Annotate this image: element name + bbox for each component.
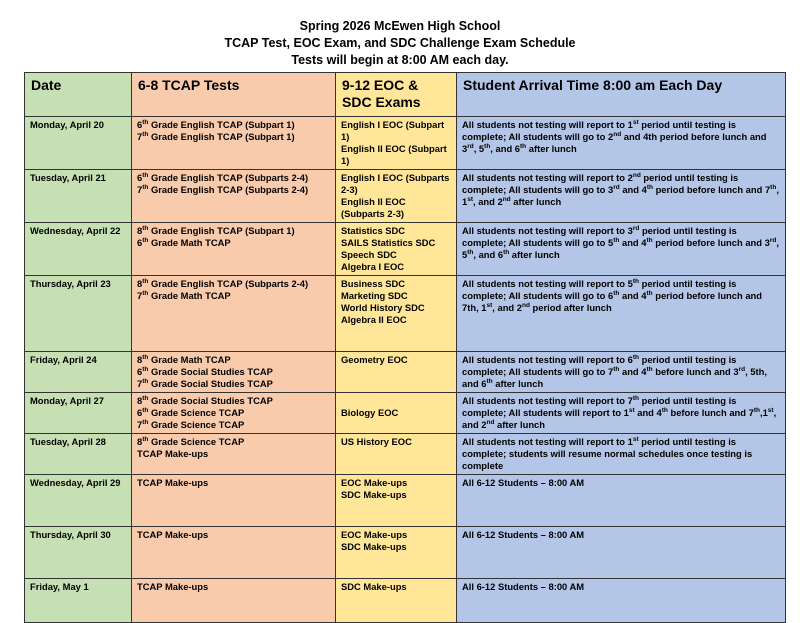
eoc-exam-item: Statistics SDC	[341, 225, 406, 236]
eoc-exam-item: English II EOC (Subpart 1)	[341, 143, 447, 166]
eoc-exam-item: Business SDC	[341, 278, 406, 289]
header-row	[25, 73, 786, 117]
arrival-instructions-cell: All 6-12 Students – 8:00 AM	[457, 527, 786, 579]
column-header-tcap: 6-8 TCAP Tests	[132, 73, 336, 117]
column-header-eoc: 9-12 EOC & SDC Exams	[336, 73, 457, 117]
tcap-cell	[132, 527, 336, 579]
eoc-exam-item: SDC Make-ups	[341, 541, 407, 552]
schedule-row	[25, 475, 786, 527]
eoc-exam-item: SAILS Statistics SDC	[341, 237, 436, 248]
date-cell: Friday, May 1	[25, 579, 132, 623]
eoc-cell	[336, 393, 457, 434]
eoc-exam-item: English I EOC (Subparts 2-3)	[341, 172, 450, 195]
schedule-row	[25, 579, 786, 623]
arrival-instructions-cell: All students not testing will report to 1st period until testing is complete; All students will go to 2nd and 4th period before lunch and 3rd, 5th, and 6th after lunch	[457, 117, 786, 170]
eoc-exam-item: Speech SDC	[341, 249, 397, 260]
eoc-cell	[336, 117, 457, 170]
tcap-test-item: 8th Grade Social Studies TCAP	[137, 394, 273, 406]
tcap-test-item: TCAP Make-ups	[137, 581, 209, 592]
eoc-exam-item: Algebra II EOC	[341, 314, 407, 325]
column-header-arrival: Student Arrival Time 8:00 am Each Day	[457, 73, 786, 117]
tcap-cell	[132, 579, 336, 623]
tcap-cell	[132, 223, 336, 276]
tcap-test-item: TCAP Make-ups	[137, 448, 209, 459]
tcap-test-item: 6th Grade Social Studies TCAP	[137, 365, 273, 377]
arrival-instructions-cell: All students not testing will report to 3rd period until testing is complete; All students will go to 5th and 4th period before lunch and 3rd, 5th, and 6th after lunch	[457, 223, 786, 276]
schedule-row	[25, 276, 786, 352]
tcap-test-item: 7th Grade English TCAP (Subpart 1)	[137, 130, 295, 142]
schedule-row	[25, 393, 786, 434]
tcap-test-item: 8th Grade English TCAP (Subparts 2-4)	[137, 277, 309, 289]
arrival-instructions-cell: All students not testing will report to 6th period until testing is complete; All students will go to 7th and 4th before lunch and 3rd, 5th, and 6th after lunch	[457, 352, 786, 393]
document-title	[0, 18, 800, 69]
date-cell: Monday, April 27	[25, 393, 132, 434]
eoc-exam-item: EOC Make-ups	[341, 477, 408, 488]
tcap-cell	[132, 434, 336, 475]
tcap-cell	[132, 170, 336, 223]
eoc-exam-item: SDC Make-ups	[341, 581, 407, 592]
date-cell: Wednesday, April 22	[25, 223, 132, 276]
eoc-exam-item: English II EOC (Subparts 2-3)	[341, 196, 406, 219]
arrival-instructions-cell: All students not testing will report to 7th period until testing is complete; All students will report to 1st and 4th before lunch and 7th,1st, and 2nd after lunch	[457, 393, 786, 434]
tcap-test-item: 8th Grade English TCAP (Subpart 1)	[137, 224, 295, 236]
tcap-test-item: 6th Grade English TCAP (Subparts 2-4)	[137, 171, 309, 183]
tcap-test-item: 6th Grade English TCAP (Subpart 1)	[137, 118, 295, 130]
eoc-exam-item: EOC Make-ups	[341, 529, 408, 540]
title-line-schedule: TCAP Test, EOC Exam, and SDC Challenge Exam Schedule	[224, 36, 576, 50]
tcap-cell	[132, 475, 336, 527]
eoc-exam-item: Algebra I EOC	[341, 261, 405, 272]
schedule-row	[25, 527, 786, 579]
eoc-exam-item: SDC Make-ups	[341, 489, 407, 500]
tcap-test-item: 7th Grade Math TCAP	[137, 289, 231, 301]
arrival-instructions-cell: All 6-12 Students – 8:00 AM	[457, 475, 786, 527]
tcap-test-item: 8th Grade Science TCAP	[137, 435, 245, 447]
date-cell: Monday, April 20	[25, 117, 132, 170]
arrival-instructions-cell: All students not testing will report to 2nd period until testing is complete; All students will go to 3rd and 4th period before lunch and 7th, 1st, and 2nd after lunch	[457, 170, 786, 223]
arrival-instructions-cell: All students not testing will report to 5th period until testing is complete; All students will go to 6th and 4th period before lunch and 7th, 1st, and 2nd period after lunch	[457, 276, 786, 352]
schedule-row	[25, 352, 786, 393]
eoc-cell	[336, 276, 457, 352]
schedule-row	[25, 434, 786, 475]
tcap-cell	[132, 117, 336, 170]
eoc-exam-item: US History EOC	[341, 436, 412, 447]
eoc-exam-item: Geometry EOC	[341, 354, 408, 365]
date-cell: Tuesday, April 21	[25, 170, 132, 223]
eoc-exam-item: World History SDC	[341, 302, 425, 313]
eoc-cell	[336, 170, 457, 223]
schedule-row	[25, 117, 786, 170]
arrival-instructions-cell: All 6-12 Students – 8:00 AM	[457, 579, 786, 623]
title-line-school: Spring 2026 McEwen High School	[299, 19, 501, 33]
arrival-instructions-cell: All students not testing will report to 1st period until testing is complete; students will resume normal schedules once testing is complete	[457, 434, 786, 475]
eoc-exam-item: Marketing SDC	[341, 290, 408, 301]
exam-schedule-table	[24, 72, 786, 623]
tcap-test-item: 7th Grade English TCAP (Subparts 2-4)	[137, 183, 309, 195]
column-header-date: Date	[25, 73, 132, 117]
eoc-exam-item: English I EOC (Subpart 1)	[341, 119, 445, 142]
eoc-cell	[336, 579, 457, 623]
tcap-test-item: 6th Grade Science TCAP	[137, 406, 245, 418]
date-cell: Thursday, April 23	[25, 276, 132, 352]
title-line-start-time: Tests will begin at 8:00 AM each day.	[291, 53, 509, 67]
tcap-test-item: 6th Grade Math TCAP	[137, 236, 231, 248]
tcap-test-item: TCAP Make-ups	[137, 477, 209, 488]
tcap-test-item: TCAP Make-ups	[137, 529, 209, 540]
tcap-cell	[132, 352, 336, 393]
eoc-cell	[336, 475, 457, 527]
eoc-cell	[336, 434, 457, 475]
tcap-cell	[132, 393, 336, 434]
date-cell: Friday, April 24	[25, 352, 132, 393]
tcap-cell	[132, 276, 336, 352]
date-cell: Thursday, April 30	[25, 527, 132, 579]
tcap-test-item: 7th Grade Social Studies TCAP	[137, 377, 273, 389]
date-cell: Tuesday, April 28	[25, 434, 132, 475]
tcap-test-item: 7th Grade Science TCAP	[137, 418, 245, 430]
eoc-cell	[336, 223, 457, 276]
schedule-row	[25, 223, 786, 276]
eoc-cell	[336, 527, 457, 579]
schedule-row	[25, 170, 786, 223]
eoc-exam-item: Biology EOC	[341, 407, 399, 418]
eoc-cell	[336, 352, 457, 393]
tcap-test-item: 8th Grade Math TCAP	[137, 353, 231, 365]
eoc-exam-item	[341, 395, 451, 407]
date-cell: Wednesday, April 29	[25, 475, 132, 527]
